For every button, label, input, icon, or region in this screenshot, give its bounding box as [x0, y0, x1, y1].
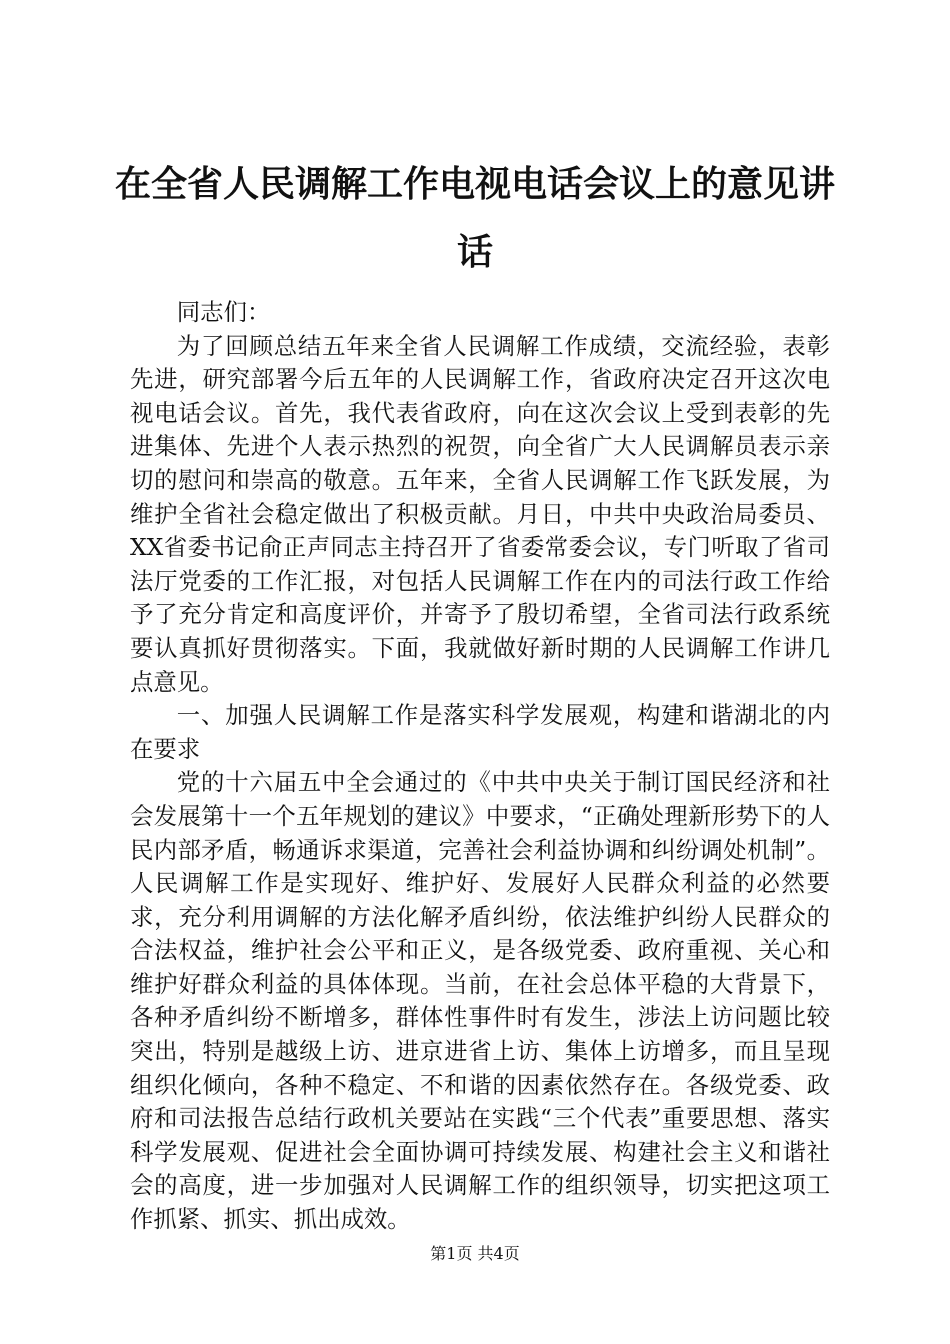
document-title: 在全省人民调解工作电视电话会议上的意见讲话 — [114, 163, 835, 273]
document-body — [130, 296, 830, 1237]
section-heading-1: 一、加强人民调解工作是落实科学发展观，构建和谐湖北的内在要求 — [130, 701, 830, 763]
salutation: 同志们： — [176, 298, 271, 326]
paragraph-intro: 为了回顾总结五年来全省人民调解工作成绩，交流经验，表彰先进，研究部署今后五年的人民调解工作，省政府决定召开这次电视电话会议。首先，我代表省政府，向在这次会议上受到表彰的先进集体、先进个人表示热烈的祝贺，向全省广大人民调解员表示亲切的慰问和崇高的敬意。五年来，全省人民调解工作飞跃发展，为维护全省社会稳定做出了积极贡献。月日，中共中央政治局委员、XX省委书记俞正声同志主持召开了省委常委会议，专门听取了省司法厅党委的工作汇报，对包括人民调解工作在内的司法行政工作给予了充分肯定和高度评价，并寄予了殷切希望，全省司法行政系统要认真抓好贯彻落实。下面，我就做好新时期的人民调解工作讲几点意见。 — [130, 331, 830, 696]
paragraph-section-1: 党的十六届五中全会通过的《中共中央关于制订国民经济和社会发展第十一个五年规划的建议》中要求，“正确处理新形势下的人民内部矛盾，畅通诉求渠道，完善社会利益协调和纠纷调处机制”。人民调解工作是实现好、维护好、发展好人民群众利益的必然要求，充分利用调解的方法化解矛盾纠纷，依法维护纠纷人民群众的合法权益，维护社会公平和正义，是各级党委、政府重视、关心和维护好群众利益的具体体现。当前，在社会总体平稳的大背景下，各种矛盾纠纷不断增多，群体性事件时有发生，涉法上访问题比较突出，特别是越级上访、进京进省上访、集体上访增多，而且呈现组织化倾向，各种不稳定、不和谐的因素依然存在。各级党委、政府和司法报告总结行政机关要站在实践“三个代表”重要思想、落实科学发展观、促进社会全面协调可持续发展、构建社会主义和谐社会的高度，进一步加强对人民调解工作的组织领导，切实把这项工作抓紧、抓实、抓出成效。 — [130, 768, 830, 1234]
page-number: 第1页 共4页 — [430, 1244, 520, 1263]
